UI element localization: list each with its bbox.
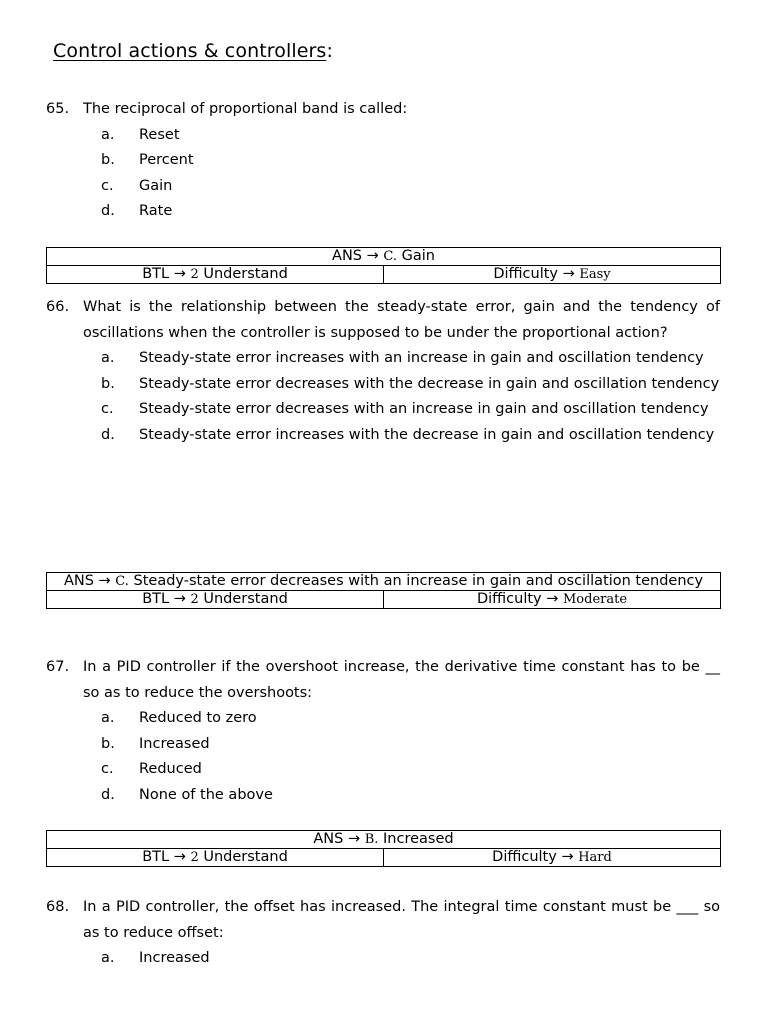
answer-table-66: [46, 572, 721, 609]
arrow-icon: →: [173, 266, 186, 282]
arrow-icon: →: [347, 831, 361, 847]
answer-cell: ANS → C. Steady-state error decreases with an increase in gain and oscillation tendency: [47, 573, 721, 591]
arrow-icon: →: [366, 248, 379, 264]
answer-cell: ANS → C. Gain: [47, 248, 721, 266]
arrow-icon: →: [562, 266, 575, 282]
option-list: [46, 346, 720, 448]
btl-cell: BTL → 2 Understand: [47, 591, 384, 609]
option-item: d. Rate: [101, 203, 173, 219]
btl-cell: BTL → 2 Understand: [47, 849, 384, 867]
difficulty-cell: Difficulty → Hard: [384, 849, 721, 867]
question-67: [46, 655, 720, 808]
option-item: c. Reduced: [101, 761, 202, 777]
question-text: In a PID controller if the overshoot increase, the derivative time constant has to be __ so as to reduce the overshoots:: [83, 659, 720, 701]
option-item: c. Steady-state error decreases with an increase in gain and oscillation tendency: [101, 401, 709, 417]
question-text: The reciprocal of proportional band is called:: [83, 101, 408, 117]
question-text: In a PID controller, the offset has increased. The integral time constant must be ___ so as to reduce offset:: [83, 899, 720, 941]
option-item: a. Reduced to zero: [101, 710, 257, 726]
btl-cell: BTL → 2 Understand: [47, 266, 384, 284]
difficulty-cell: Difficulty → Moderate: [384, 591, 721, 609]
question-66: [46, 295, 720, 448]
arrow-icon: →: [173, 849, 186, 865]
arrow-icon: →: [98, 573, 111, 589]
page-title: Control actions & controllers:: [53, 40, 333, 62]
option-item: d. None of the above: [101, 786, 273, 803]
question-number: 66.: [46, 299, 70, 315]
option-list: [46, 946, 720, 972]
difficulty-cell: Difficulty → Easy: [384, 266, 721, 284]
option-item: c. Gain: [101, 177, 173, 194]
answer-table-65: [46, 247, 721, 284]
question-number: 65.: [46, 101, 70, 117]
option-item: b. Percent: [101, 152, 194, 168]
question-number: 68.: [46, 899, 70, 915]
option-item: a. Reset: [101, 126, 180, 143]
arrow-icon: →: [561, 849, 574, 865]
answer-cell: ANS → B. Increased: [47, 831, 721, 849]
option-item: d. Steady-state error increases with the decrease in gain and oscillation tendency: [101, 426, 715, 443]
option-item: b. Increased: [101, 735, 210, 752]
answer-table-67: [46, 830, 721, 867]
question-number: 67.: [46, 659, 70, 675]
option-item: b. Steady-state error decreases with the decrease in gain and oscillation tendency: [101, 375, 720, 392]
option-item: a. Increased: [101, 950, 210, 966]
question-68: [46, 895, 720, 972]
option-item: a. Steady-state error increases with an increase in gain and oscillation tendency: [101, 350, 704, 366]
arrow-icon: →: [546, 591, 559, 607]
option-list: [46, 706, 720, 808]
arrow-icon: →: [173, 591, 186, 607]
question-65: [46, 97, 720, 225]
option-list: [46, 123, 720, 225]
question-text: What is the relationship between the steady-state error, gain and the tendency of oscillations when the controller is supposed to be under the proportional action?: [83, 299, 720, 341]
